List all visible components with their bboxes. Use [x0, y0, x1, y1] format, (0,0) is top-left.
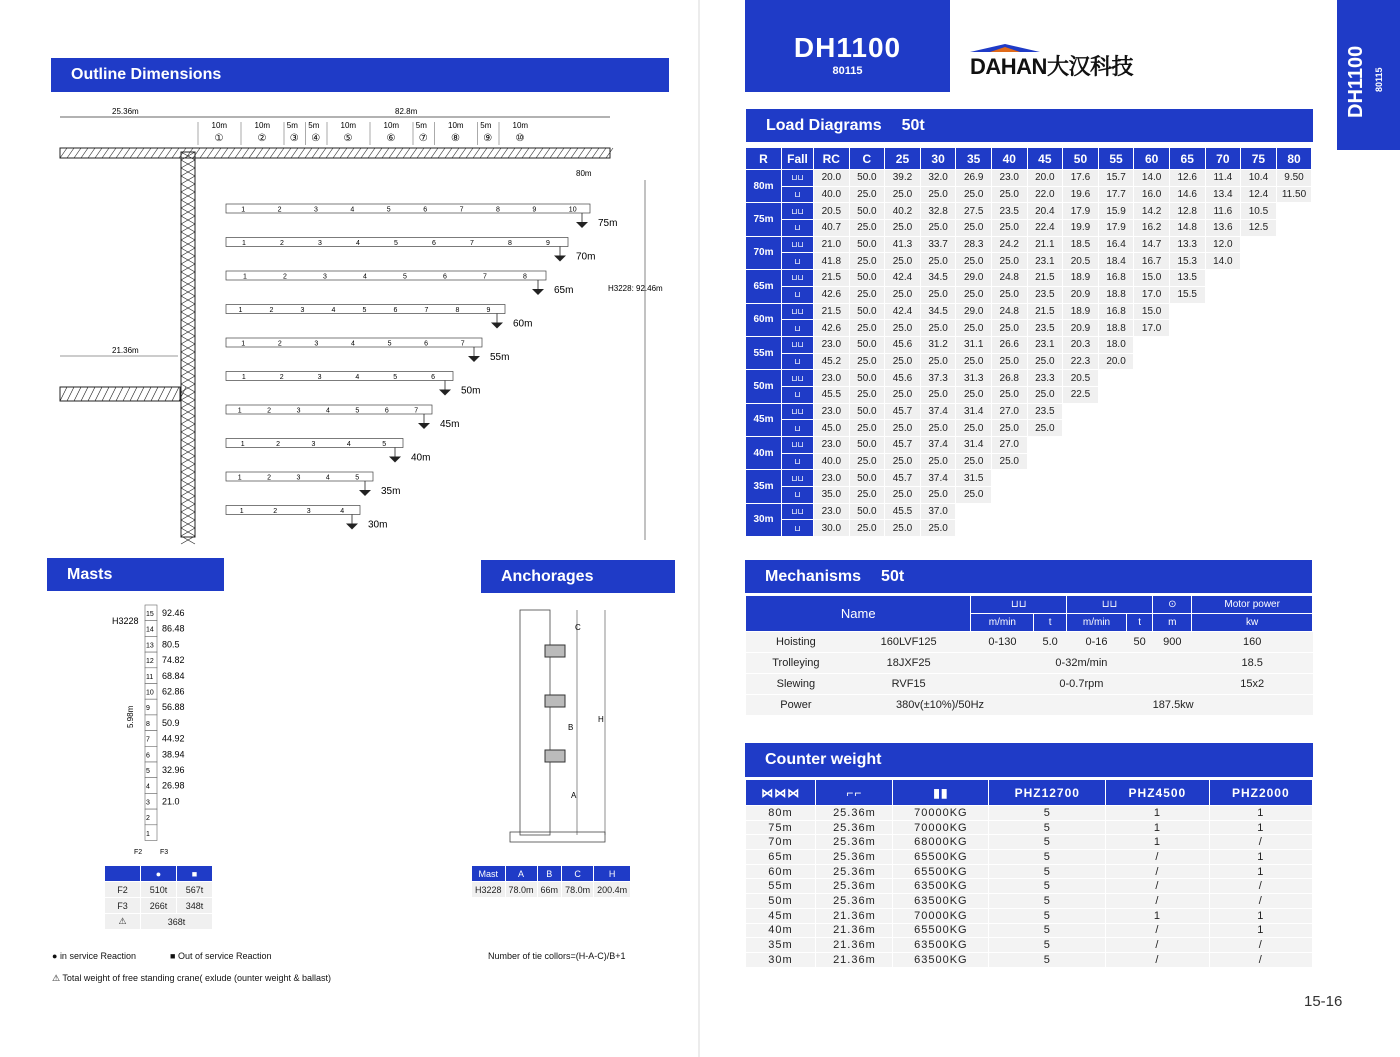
brand-logo: DAHAN大汉科技 [970, 50, 1133, 81]
table-row: 45m 21.36m 70000KG 5 1 1 [746, 908, 1313, 923]
svg-text:82.8m: 82.8m [395, 107, 418, 116]
svg-text:1: 1 [241, 374, 246, 381]
svg-text:8: 8 [146, 720, 150, 728]
svg-text:③: ③ [289, 133, 299, 144]
svg-text:7: 7 [483, 273, 487, 281]
table-row: ⚠ 368t [105, 914, 213, 930]
svg-text:6: 6 [384, 407, 389, 415]
fall-icon: ⊔⊔ [782, 270, 814, 287]
fall-icon: ⊔ [782, 186, 814, 203]
svg-text:9: 9 [486, 307, 491, 314]
svg-text:30m: 30m [368, 519, 388, 531]
table-row: ⊔ 42.6 25.0 25.0 25.0 25.0 25.0 23.5 20.9 18.8 17.0 [746, 320, 1312, 337]
svg-text:②: ② [257, 133, 267, 144]
table-row: ⊔ 45.2 25.0 25.0 25.0 25.0 25.0 25.0 22.3 20.0 [746, 353, 1312, 370]
svg-text:5m: 5m [308, 121, 320, 130]
svg-text:3: 3 [300, 307, 305, 314]
svg-text:80.5: 80.5 [162, 639, 180, 650]
svg-text:⑩: ⑩ [515, 133, 525, 144]
svg-text:45m: 45m [440, 419, 460, 430]
svg-text:2: 2 [276, 441, 281, 448]
col-header: 65 [1169, 148, 1205, 170]
svg-text:⑥: ⑥ [386, 133, 396, 144]
col-header: 45 [1027, 148, 1063, 170]
anchorages-header [481, 560, 675, 593]
svg-text:5: 5 [393, 374, 398, 381]
gutter [698, 0, 700, 1057]
svg-text:80m: 80m [576, 169, 592, 178]
svg-text:3: 3 [306, 508, 311, 515]
svg-text:A: A [571, 791, 577, 800]
svg-text:10m: 10m [254, 121, 271, 130]
col-header: 50 [1063, 148, 1099, 170]
crane-outline-drawing [50, 100, 680, 545]
legend-out: ■ Out of service Reaction [170, 951, 272, 961]
svg-text:86.48: 86.48 [162, 623, 185, 634]
fall-icon: ⊔⊔ [782, 236, 814, 253]
svg-text:5: 5 [362, 307, 367, 314]
svg-text:2: 2 [267, 407, 272, 415]
radius-cell: 30m [746, 503, 782, 536]
fall-icon: ⊔ [782, 453, 814, 470]
table-row: 80m 25.36m 70000KG 5 1 1 [746, 806, 1313, 821]
model-block [745, 0, 950, 92]
table-row: ⊔ 35.0 25.0 25.0 25.0 25.0 [746, 487, 1312, 504]
radius-cell: 50m [746, 370, 782, 403]
cw-table: ⋈⋈⋈ ⌐⌐ ▮▮ PHZ12700 PHZ4500 PHZ2000 80m 25.36m 70000KG 5 1 1 75m 25.36m 70000KG 5 1 1 70m 25.36m 68000KG 5 1 / 65m 25.36m 65500KG 5 / 1 60m 25.36m 65500KG 5 / 1 55m 25.36m 63500KG 5 / / 50m 25.36m 63500KG 5 / / 45m 21.36m 70000KG 5 1 1 40m 21.36m 65500KG 5 / 1 35m 21.36m 63500KG 5 / / 30m 21.36m 63500KG 5 / / [745, 779, 1313, 968]
table-row: 60m ⊔⊔ 21.5 50.0 42.4 34.5 29.0 24.8 21.5 18.9 16.8 15.0 [746, 303, 1312, 320]
svg-text:5m: 5m [286, 121, 298, 130]
table-row: 55m 25.36m 63500KG 5 / / [746, 879, 1313, 894]
svg-text:2: 2 [277, 340, 282, 348]
svg-text:9: 9 [532, 206, 537, 214]
fall-icon: ⊔ [782, 353, 814, 370]
svg-text:10m: 10m [512, 121, 529, 130]
svg-text:12: 12 [146, 658, 154, 666]
svg-text:6: 6 [423, 206, 428, 214]
svg-text:35m: 35m [381, 486, 401, 497]
mast-drawing [100, 600, 220, 860]
page-number: 15-16 [1304, 993, 1343, 1010]
in-service-icon: ● [141, 866, 177, 882]
table-row: 80m ⊔⊔ 20.0 50.0 39.2 32.0 26.9 23.0 20.0 17.6 15.7 14.0 12.6 11.4 10.4 9.50 [746, 170, 1312, 187]
col-header: 75 [1241, 148, 1277, 170]
svg-text:8: 8 [523, 273, 527, 281]
svg-text:9: 9 [546, 240, 550, 247]
radius-cell: 65m [746, 270, 782, 303]
slew-icon: ⊙ [1153, 596, 1192, 614]
svg-text:4: 4 [146, 783, 150, 791]
svg-text:3: 3 [311, 441, 316, 448]
table-row: ⊔ 40.0 25.0 25.0 25.0 25.0 25.0 22.0 19.6 17.7 16.0 14.6 13.4 12.4 11.50 [746, 186, 1312, 203]
mech-title: Mechanisms [765, 567, 862, 585]
table-row: Power 380v(±10%)/50Hz 187.5kw [746, 695, 1313, 716]
svg-text:1: 1 [237, 407, 242, 415]
svg-text:3: 3 [296, 474, 301, 482]
svg-text:7: 7 [146, 736, 150, 744]
svg-text:5: 5 [355, 407, 360, 415]
svg-text:6: 6 [146, 752, 150, 760]
svg-text:32.96: 32.96 [162, 765, 185, 775]
svg-text:3: 3 [323, 273, 327, 281]
svg-text:6: 6 [424, 340, 429, 348]
col-header: 35 [956, 148, 992, 170]
table-row: ⊔ 30.0 25.0 25.0 25.0 [746, 520, 1312, 537]
svg-text:21.0: 21.0 [162, 796, 180, 807]
svg-text:①: ① [214, 133, 224, 144]
col-header: 80 [1276, 148, 1312, 170]
svg-text:4: 4 [331, 307, 336, 314]
svg-text:3: 3 [146, 799, 150, 807]
svg-text:1: 1 [146, 830, 150, 838]
fall-icon: ⊔⊔ [782, 370, 814, 387]
table-row: 30m ⊔⊔ 23.0 50.0 45.5 37.0 [746, 503, 1312, 520]
svg-text:3: 3 [317, 374, 322, 381]
svg-text:⑨: ⑨ [483, 133, 493, 144]
svg-text:3: 3 [296, 407, 301, 415]
svg-text:H3228: H3228 [112, 616, 139, 626]
svg-text:62.86: 62.86 [162, 686, 185, 697]
svg-text:68.84: 68.84 [162, 670, 185, 681]
out-service-icon: ■ [177, 866, 213, 882]
svg-text:4: 4 [356, 240, 360, 247]
svg-text:1: 1 [242, 240, 246, 247]
outline-header [51, 58, 669, 92]
svg-text:5m: 5m [480, 121, 492, 130]
svg-text:5: 5 [146, 768, 150, 775]
load-table [745, 147, 1312, 537]
radius-cell: 75m [746, 203, 782, 236]
svg-text:7: 7 [424, 307, 429, 314]
table-row: Trolleying 18JXF25 0-32m/min 18.5 [746, 653, 1313, 674]
svg-text:1: 1 [237, 474, 242, 482]
svg-text:6: 6 [431, 374, 435, 381]
svg-text:70m: 70m [576, 251, 596, 263]
svg-text:2: 2 [269, 307, 274, 314]
svg-text:5: 5 [394, 240, 398, 247]
svg-text:4: 4 [355, 374, 360, 381]
cw-header [745, 743, 1313, 777]
anchorage-drawing [505, 600, 615, 850]
fall-icon: ⊔⊔ [782, 170, 814, 187]
svg-text:6: 6 [443, 273, 447, 281]
svg-text:2: 2 [146, 815, 150, 823]
col-header: 70 [1205, 148, 1241, 170]
svg-text:56.88: 56.88 [162, 702, 185, 713]
svg-text:7: 7 [470, 240, 474, 247]
fall-icon: ⊔ [782, 253, 814, 270]
table-row: 65m ⊔⊔ 21.5 50.0 42.4 34.5 29.0 24.8 21.5 18.9 16.8 15.0 13.5 [746, 270, 1312, 287]
svg-text:10m: 10m [340, 121, 357, 130]
hoist-icon: ⊔⊔ [971, 596, 1066, 614]
svg-text:1: 1 [241, 340, 246, 348]
svg-text:1: 1 [243, 273, 247, 281]
svg-text:40m: 40m [411, 452, 431, 464]
svg-text:⑧: ⑧ [451, 133, 460, 144]
svg-text:7: 7 [414, 407, 419, 415]
table-row: ⊔ 40.7 25.0 25.0 25.0 25.0 25.0 22.4 19.9 17.9 16.2 14.8 13.6 12.5 [746, 220, 1312, 237]
svg-text:10m: 10m [383, 121, 400, 130]
svg-text:92.46: 92.46 [162, 608, 185, 618]
svg-text:10: 10 [146, 689, 154, 697]
svg-text:3: 3 [314, 340, 319, 348]
svg-text:4: 4 [350, 206, 355, 214]
table-row: 40m 21.36m 65500KG 5 / 1 [746, 923, 1313, 938]
weight-icon: ⚠ [105, 914, 141, 930]
table-row: 60m 25.36m 65500KG 5 / 1 [746, 864, 1313, 879]
col-header: 60 [1134, 148, 1170, 170]
svg-text:2: 2 [277, 206, 282, 214]
svg-text:4: 4 [346, 441, 351, 448]
col-header: RC [814, 148, 850, 170]
table-row: ⊔ 42.6 25.0 25.0 25.0 25.0 25.0 23.5 20.9 18.8 17.0 15.5 [746, 286, 1312, 303]
svg-text:3: 3 [318, 240, 322, 247]
svg-text:50.9: 50.9 [162, 717, 180, 728]
svg-text:26.98: 26.98 [162, 780, 185, 791]
table-row: 65m 25.36m 65500KG 5 / 1 [746, 850, 1313, 865]
svg-text:2: 2 [267, 474, 272, 482]
table-row: 50m ⊔⊔ 23.0 50.0 45.6 37.3 31.3 26.8 23.3 20.5 [746, 370, 1312, 387]
table-row: F2 510t 567t [105, 882, 213, 898]
svg-text:F3: F3 [160, 849, 169, 856]
fall-icon: ⊔ [782, 420, 814, 437]
svg-text:13: 13 [146, 642, 154, 650]
table-row: ⊔ 45.0 25.0 25.0 25.0 25.0 25.0 25.0 [746, 420, 1312, 437]
outline-title: Outline Dimensions [71, 66, 222, 83]
radius-cell: 60m [746, 303, 782, 336]
svg-text:10m: 10m [448, 121, 464, 130]
model-code: 80115 [832, 65, 863, 77]
svg-text:15: 15 [146, 611, 154, 618]
svg-text:10m: 10m [211, 121, 228, 130]
svg-text:75m: 75m [598, 218, 618, 229]
trolley-icon: ⊔⊔ [1066, 596, 1152, 614]
svg-text:⑤: ⑤ [343, 133, 353, 144]
radius-cell: 70m [746, 236, 782, 269]
col-header: Fall [782, 148, 814, 170]
svg-text:8: 8 [455, 307, 460, 314]
svg-text:2: 2 [279, 374, 284, 381]
table-row: 40m ⊔⊔ 23.0 50.0 45.7 37.4 31.4 27.0 [746, 437, 1312, 454]
table-row: F3 266t 348t [105, 898, 213, 914]
svg-text:44.92: 44.92 [162, 733, 185, 744]
svg-text:5: 5 [382, 441, 387, 448]
table-row: 50m 25.36m 63500KG 5 / / [746, 894, 1313, 909]
anchor-formula: Number of tie collors=(H-A-C)/B+1 [488, 951, 626, 961]
fall-icon: ⊔⊔ [782, 303, 814, 320]
svg-text:11: 11 [146, 673, 154, 681]
svg-text:1: 1 [238, 307, 243, 314]
svg-text:25.36m: 25.36m [112, 107, 139, 116]
mech-table: Name ⊔⊔ ⊔⊔ ⊙ Motor power m/min t m/min t m kw Hoisting 160LVF125 0-130 5.0 0-16 50 900 160 Trolleying 18JXF25 0-32m/min 18.5 Slewing RVF15 0-0.7rpm 15x2 Power 380v(±10%)/50Hz 187.5kw [745, 595, 1313, 716]
svg-text:55m: 55m [490, 352, 510, 363]
table-row: H3228 78.0m 66m 78.0m 200.4m [472, 882, 631, 898]
table-row: Slewing RVF15 0-0.7rpm 15x2 [746, 674, 1313, 695]
svg-text:④: ④ [311, 133, 321, 144]
fall-icon: ⊔ [782, 520, 814, 537]
svg-text:8: 8 [508, 240, 512, 247]
svg-text:4: 4 [325, 474, 330, 482]
fall-icon: ⊔ [782, 286, 814, 303]
side-tab: DH1100 80115 [1337, 0, 1400, 150]
legend-total: ⚠ Total weight of free standing crane( exlude (ounter weight & ballast) [52, 973, 332, 983]
svg-text:4: 4 [363, 273, 367, 281]
svg-text:8: 8 [496, 206, 500, 214]
cw-title: Counter weight [765, 751, 882, 768]
radius-cell: 55m [746, 336, 782, 369]
svg-text:4: 4 [340, 508, 345, 515]
svg-text:3: 3 [314, 206, 318, 214]
svg-text:1: 1 [240, 441, 245, 448]
weight-icon: ▮▮ [893, 780, 989, 806]
svg-text:7: 7 [460, 340, 465, 348]
fall-icon: ⊔ [782, 487, 814, 504]
svg-text:2: 2 [273, 508, 278, 515]
table-row: 55m ⊔⊔ 23.0 50.0 45.6 31.2 31.1 26.6 23.1 20.3 18.0 [746, 336, 1312, 353]
jib-icon: ⋈⋈⋈ [746, 780, 816, 806]
fall-icon: ⊔⊔ [782, 336, 814, 353]
svg-text:38.94: 38.94 [162, 749, 185, 760]
table-row: 35m ⊔⊔ 23.0 50.0 45.7 37.4 31.5 [746, 470, 1312, 487]
svg-text:5m: 5m [415, 121, 427, 130]
radius-cell: 45m [746, 403, 782, 436]
svg-text:H3228: 92.46m: H3228: 92.46m [608, 284, 663, 293]
table-row: 70m ⊔⊔ 21.0 50.0 41.3 33.7 28.3 24.2 21.1 18.5 16.4 14.7 13.3 12.0 [746, 236, 1312, 253]
svg-text:4: 4 [351, 340, 355, 348]
anchor-table: Mast A B C H H3228 78.0m 66m 78.0m 200.4m [471, 865, 631, 898]
svg-text:6: 6 [432, 240, 436, 247]
svg-text:5.98m: 5.98m [126, 705, 135, 728]
svg-text:60m: 60m [513, 318, 533, 330]
svg-text:5: 5 [403, 273, 407, 281]
radius-cell: 80m [746, 170, 782, 203]
table-row: Hoisting 160LVF125 0-130 5.0 0-16 50 900 160 [746, 632, 1313, 653]
svg-text:B: B [568, 723, 574, 732]
legend-in: ● in service Reaction [52, 951, 136, 961]
table-row: ⊔ 40.0 25.0 25.0 25.0 25.0 25.0 [746, 453, 1312, 470]
fall-icon: ⊔ [782, 386, 814, 403]
svg-text:50m: 50m [461, 385, 481, 397]
fall-icon: ⊔⊔ [782, 503, 814, 520]
svg-text:1: 1 [239, 508, 244, 515]
col-header: 55 [1098, 148, 1134, 170]
load-header: Load Diagrams 50t [746, 109, 1313, 142]
fall-icon: ⊔⊔ [782, 437, 814, 454]
masts-title: Masts [67, 565, 113, 583]
svg-text:10: 10 [568, 206, 577, 214]
mech-header: Mechanisms 50t [745, 560, 1312, 593]
model-name: DH1100 [793, 32, 902, 63]
svg-text:2: 2 [283, 273, 287, 281]
svg-text:5: 5 [355, 474, 360, 482]
anchorages-title: Anchorages [501, 567, 594, 585]
svg-text:5: 5 [387, 340, 392, 348]
svg-text:⑦: ⑦ [418, 133, 428, 144]
col-header: R [746, 148, 782, 170]
svg-text:65m: 65m [554, 285, 574, 296]
table-row: 75m 25.36m 70000KG 5 1 1 [746, 820, 1313, 835]
svg-text:C: C [575, 623, 581, 632]
svg-text:9: 9 [146, 705, 150, 713]
counterjib-icon: ⌐⌐ [816, 780, 893, 806]
svg-text:F2: F2 [134, 849, 143, 856]
table-row: 35m 21.36m 63500KG 5 / / [746, 938, 1313, 953]
col-header: C [849, 148, 885, 170]
fall-icon: ⊔ [782, 220, 814, 237]
table-row: 30m 21.36m 63500KG 5 / / [746, 952, 1313, 967]
table-row: 75m ⊔⊔ 20.5 50.0 40.2 32.8 27.5 23.5 20.4 17.9 15.9 14.2 12.8 11.6 10.5 [746, 203, 1312, 220]
svg-text:7: 7 [459, 206, 464, 214]
fall-icon: ⊔⊔ [782, 203, 814, 220]
svg-text:H: H [598, 715, 604, 724]
reaction-table [104, 865, 213, 930]
svg-text:2: 2 [280, 240, 284, 247]
svg-text:14: 14 [146, 626, 154, 634]
radius-cell: 35m [746, 470, 782, 503]
fall-icon: ⊔⊔ [782, 470, 814, 487]
load-title: Load Diagrams [766, 116, 882, 134]
table-row: ⊔ 45.5 25.0 25.0 25.0 25.0 25.0 25.0 22.5 [746, 386, 1312, 403]
svg-text:6: 6 [393, 307, 398, 314]
svg-text:74.82: 74.82 [162, 655, 185, 666]
table-row: 70m 25.36m 68000KG 5 1 / [746, 835, 1313, 850]
svg-text:1: 1 [241, 206, 246, 214]
col-header: 25 [885, 148, 921, 170]
col-header: 40 [991, 148, 1027, 170]
fall-icon: ⊔ [782, 320, 814, 337]
table-row: ⊔ 41.8 25.0 25.0 25.0 25.0 25.0 23.1 20.5 18.4 16.7 15.3 14.0 [746, 253, 1312, 270]
table-row: 45m ⊔⊔ 23.0 50.0 45.7 37.4 31.4 27.0 23.5 [746, 403, 1312, 420]
svg-text:4: 4 [326, 407, 330, 415]
radius-cell: 40m [746, 437, 782, 470]
masts-header [47, 558, 224, 591]
col-header: 30 [920, 148, 956, 170]
svg-text:5: 5 [386, 206, 391, 214]
svg-text:21.36m: 21.36m [112, 346, 139, 355]
fall-icon: ⊔⊔ [782, 403, 814, 420]
